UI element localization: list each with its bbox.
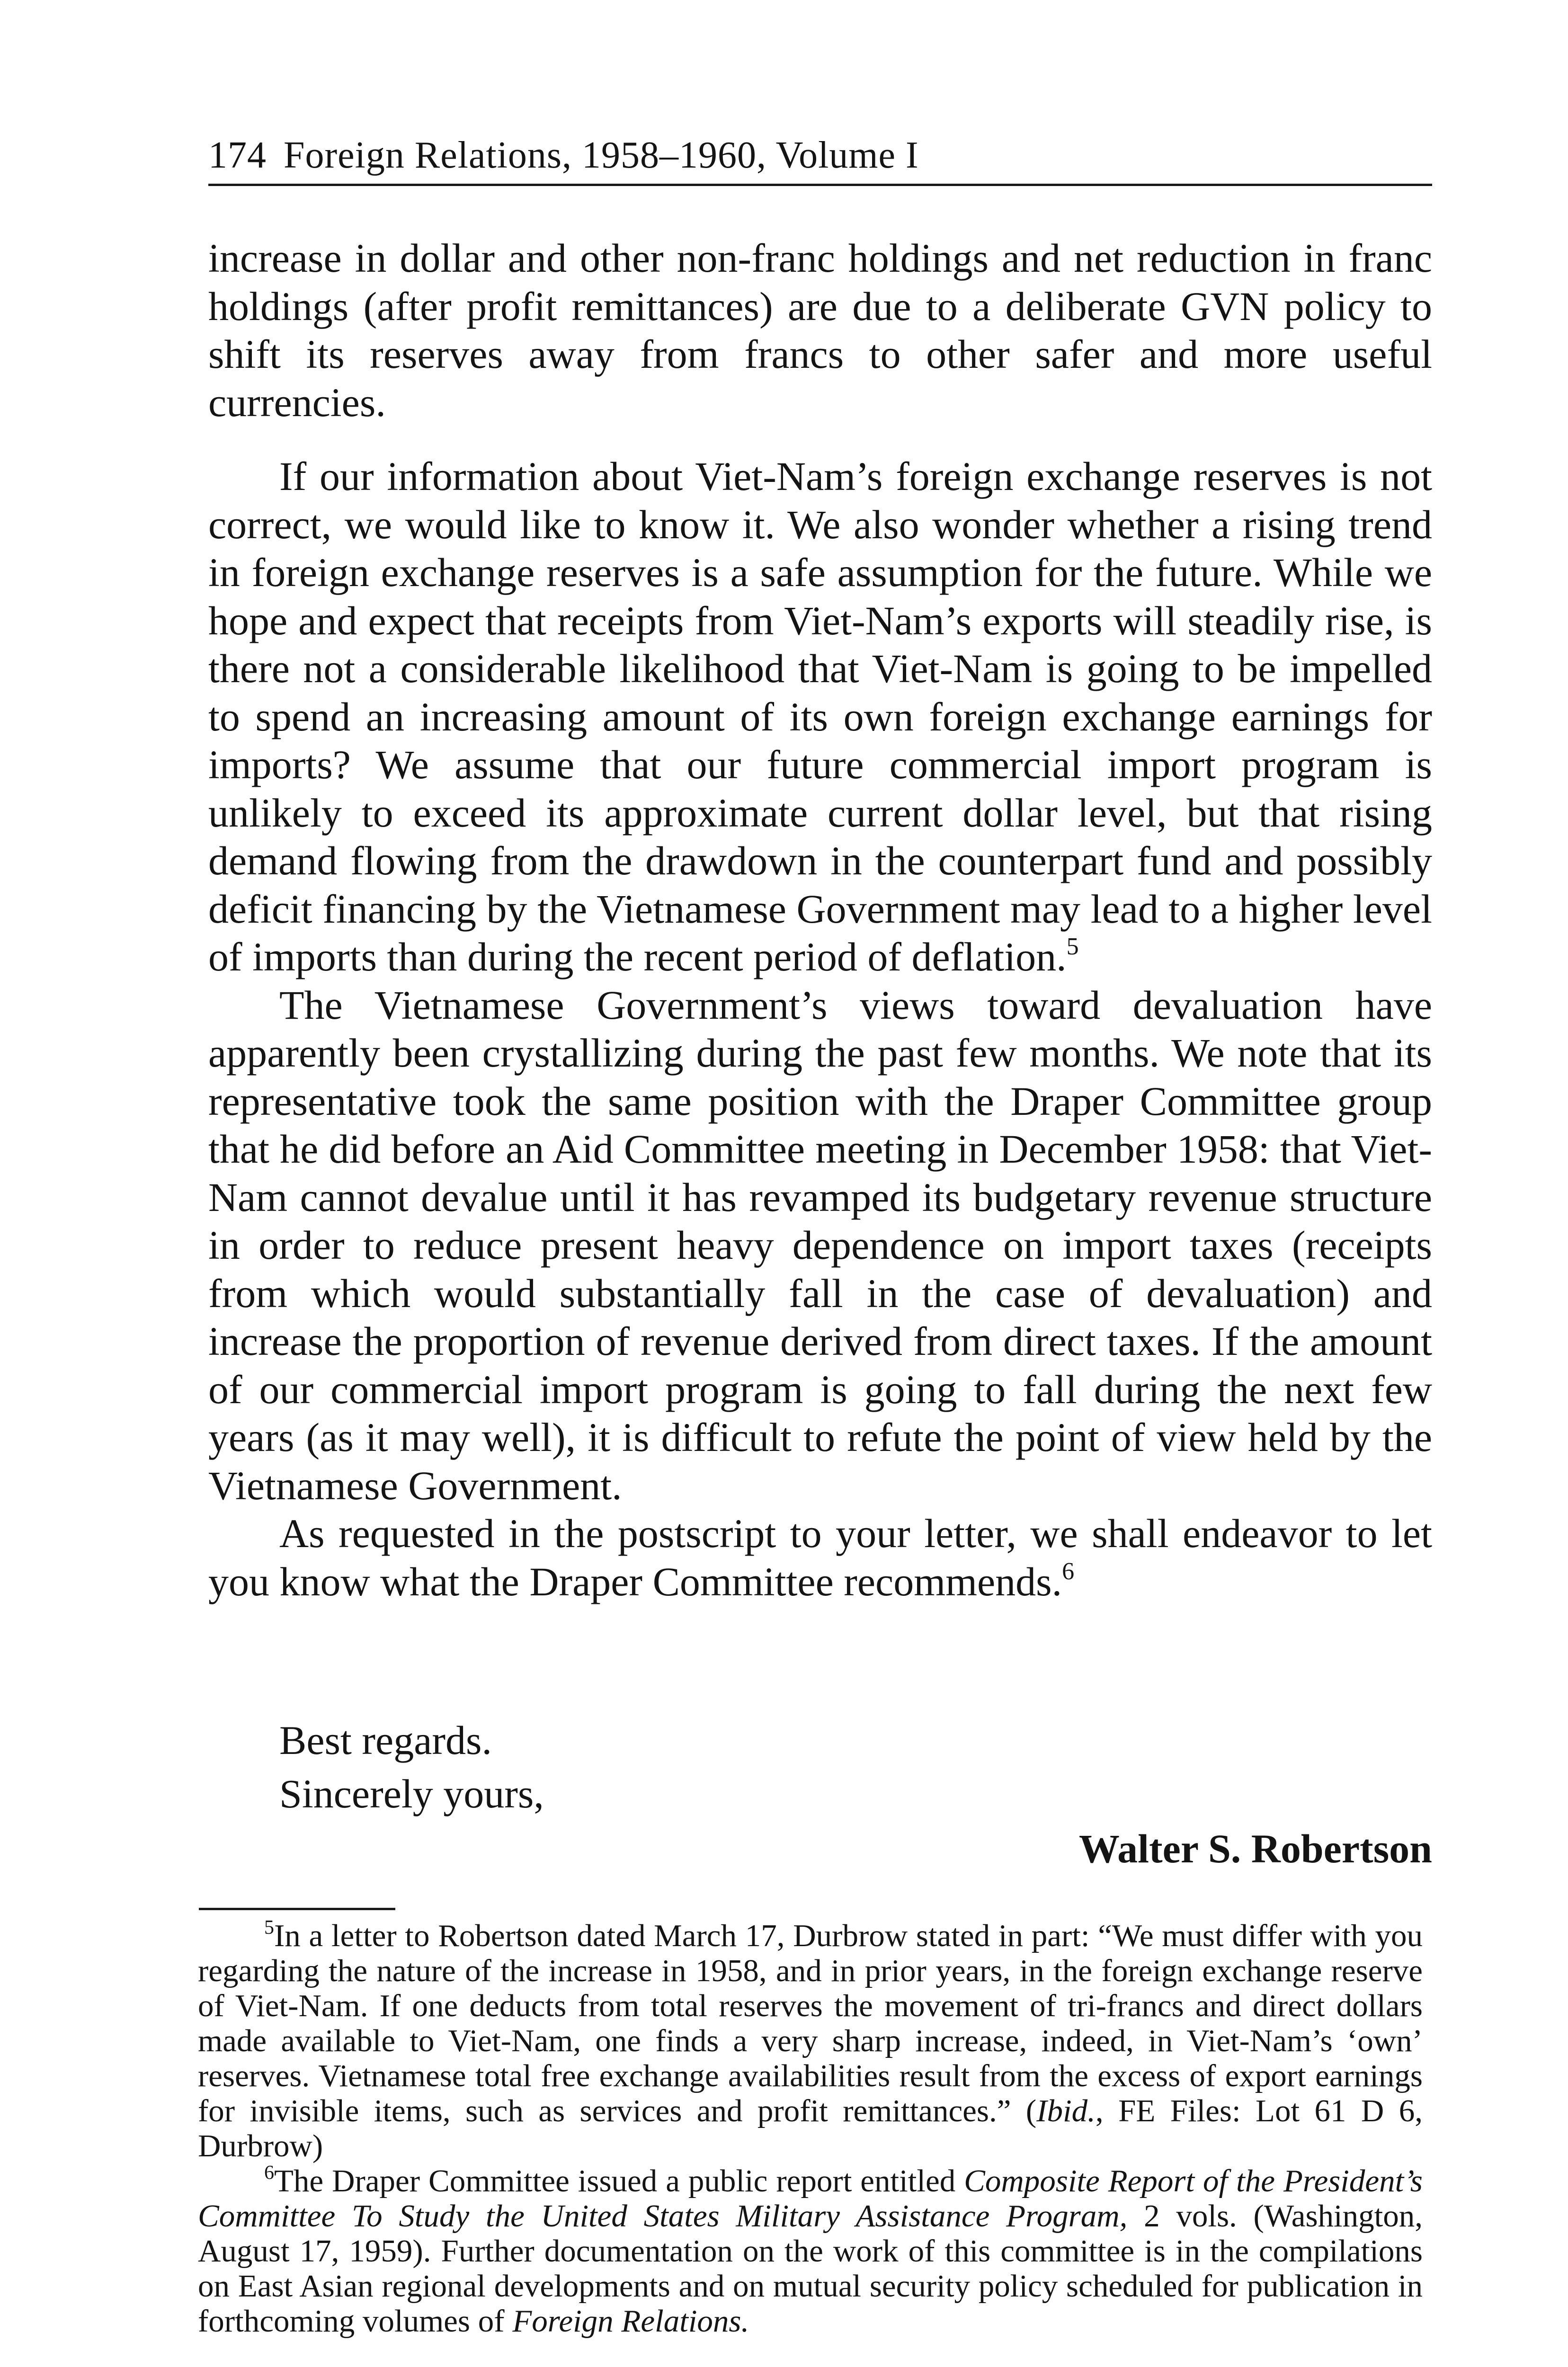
footnote-6-details: 2 vols. (Washington, August 17, 1959). Further documentation on the work of this committee is in the compilations on East Asian regional developments and on mutual security policy scheduled for publication in forthcoming volumes of <box>198 2198 1423 2339</box>
page-number: 174 <box>208 134 267 176</box>
paragraph-4 <box>208 1510 1432 1606</box>
footnote-6 <box>198 2163 1423 2339</box>
footnote-ref-6[interactable]: 6 <box>1062 1557 1075 1585</box>
footnote-5-marker: 5 <box>264 1917 274 1939</box>
footnote-6-marker: 6 <box>264 2162 274 2184</box>
signature: Walter S. Robertson <box>1078 1826 1432 1871</box>
footnote-ref-5[interactable]: 5 <box>1066 933 1079 960</box>
paragraph-1: increase in dollar and other non-franc holdings and net reduction in franc holdings (after profit remittances) are due to a deliberate GVN policy to shift its reserves away from francs to other safer and more useful currencies. <box>208 235 1432 425</box>
closing-block <box>279 1714 544 1821</box>
paragraph-2 <box>208 453 1432 981</box>
footnote-5-ibid: Ibid. <box>1036 2093 1096 2128</box>
footnote-6-series-title: Foreign Relations. <box>512 2304 749 2339</box>
paragraph-2-text: If our information about Viet-Nam’s foreign exchange reserves is not correct, we would like to know it. We also wonder whether a rising trend in foreign exchange reserves is a safe assumption for the future. While we hope and expect that receipts from Viet-Nam’s exports will steadily rise, is there not a considerable likelihood that Viet-Nam is going to be impelled to spend an increasing amount of its own foreign exchange earnings for imports? We assume that our future commercial import program is unlikely to exceed its approximate current dollar level, but that rising demand flowing from the drawdown in the counterpart fund and possibly deficit financing by the Vietnamese Government may lead to a higher level of imports than during the recent period of deflation. <box>208 454 1432 979</box>
running-title: Foreign Relations, 1958–1960, Volume I <box>284 134 919 176</box>
footnote-6-text: The Draper Committee issued a public report entitled <box>274 2163 964 2198</box>
footnotes <box>198 1918 1423 2339</box>
salutation: Best regards. <box>279 1717 492 1763</box>
footnote-divider <box>199 1908 395 1910</box>
footnote-5-text: In a letter to Robertson dated March 17, Durbrow stated in part: “We must differ with you regarding the nature of the increase in 1958, and in prior years, in the foreign exchange reserve of Viet-Nam. If one deducts from total reserves the movement of tri-francs and direct dollars made available to Viet-Nam, one finds a very sharp increase, indeed, in Viet-Nam’s ‘own’ reserves. Vietnamese total free exchange availabilities result from the excess of export earnings for invisible items, such as services and profit remittances.” ( <box>198 1918 1423 2128</box>
footnote-6-report-title: Composite Report of the President’s Committee To Study the United States Military Assistance Program, <box>198 2163 1423 2234</box>
footnote-5-source: , FE Files: Lot 61 D 6, Durbrow) <box>198 2093 1423 2163</box>
letter-body <box>208 234 1432 1606</box>
running-header <box>208 132 1432 186</box>
valediction: Sincerely yours, <box>279 1771 544 1816</box>
paragraph-4-text: As requested in the postscript to your letter, we shall endeavor to let you know what the Draper Committee recommends. <box>208 1511 1432 1604</box>
paragraph-3: The Vietnamese Government’s views toward devaluation have apparently been crystallizing during the past few months. We note that its representative took the same position with the Draper Committee group that he did before an Aid Committee meeting in December 1958: that Viet-Nam cannot devalue until it has revamped its budgetary revenue structure in order to reduce present heavy dependence on import taxes (receipts from which would substantially fall in the case of devaluation) and increase the proportion of revenue derived from direct taxes. If the amount of our commercial import program is going to fall during the next few years (as it may well), it is difficult to refute the point of view held by the Vietnamese Government. <box>208 982 1432 1508</box>
footnote-5 <box>198 1918 1423 2163</box>
